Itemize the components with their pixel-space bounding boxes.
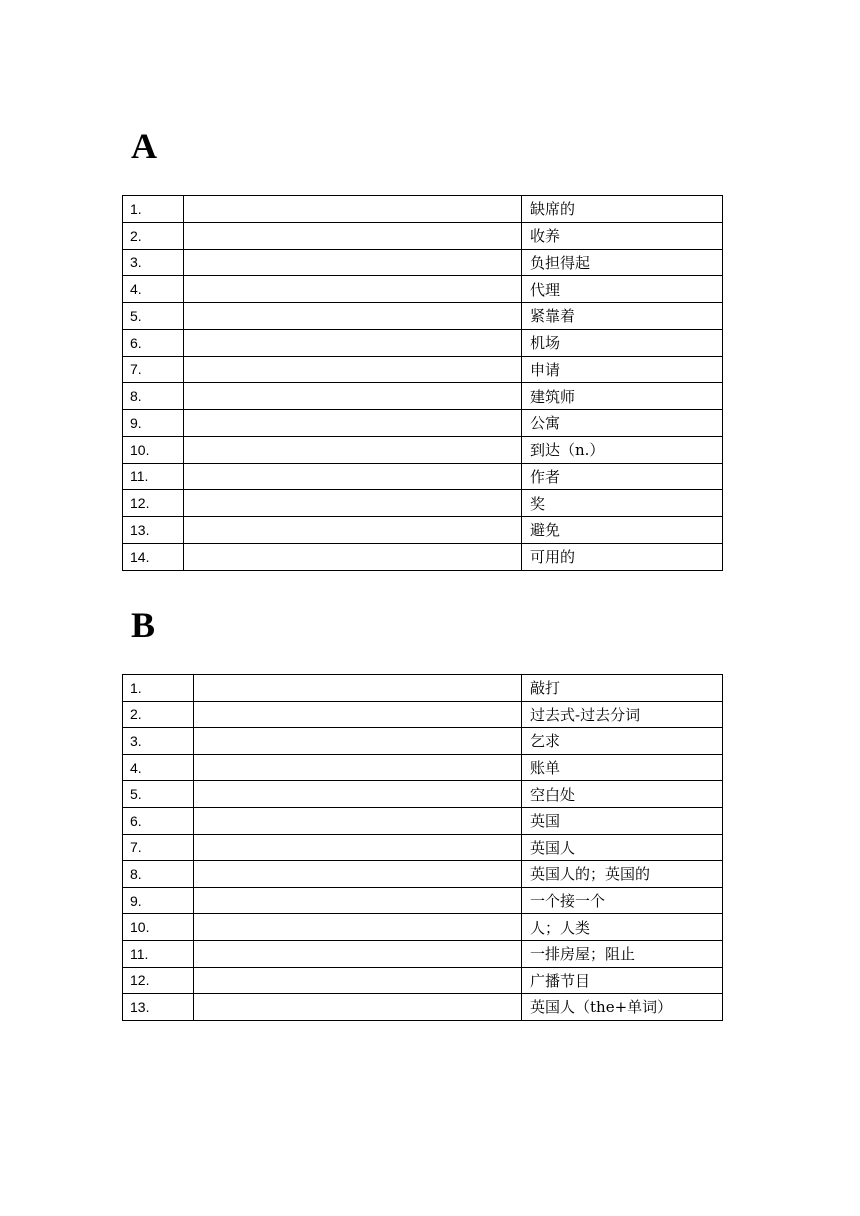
- row-number: 2.: [123, 701, 194, 728]
- chinese-meaning: 申请: [522, 356, 723, 383]
- chinese-meaning: 作者: [522, 463, 723, 490]
- table-row: [123, 329, 723, 356]
- table-row: [123, 781, 723, 808]
- table-row: [123, 517, 723, 544]
- chinese-meaning: 收养: [522, 222, 723, 249]
- row-number: 3.: [123, 728, 194, 755]
- chinese-meaning: 英国: [522, 807, 723, 834]
- row-number: 13.: [123, 994, 194, 1021]
- row-number: 5.: [123, 303, 184, 330]
- chinese-meaning: 敲打: [522, 675, 723, 702]
- answer-blank-cell[interactable]: [194, 675, 522, 702]
- table-row: [123, 861, 723, 888]
- chinese-meaning: 负担得起: [522, 249, 723, 276]
- answer-blank-cell[interactable]: [184, 383, 522, 410]
- table-row: [123, 410, 723, 437]
- answer-blank-cell[interactable]: [194, 994, 522, 1021]
- row-number: 8.: [123, 383, 184, 410]
- answer-blank-cell[interactable]: [184, 436, 522, 463]
- answer-blank-cell[interactable]: [184, 463, 522, 490]
- row-number: 7.: [123, 356, 184, 383]
- answer-blank-cell[interactable]: [194, 914, 522, 941]
- row-number: 11.: [123, 940, 194, 967]
- table-row: [123, 490, 723, 517]
- answer-blank-cell[interactable]: [194, 728, 522, 755]
- section-a-heading: A: [131, 126, 157, 166]
- chinese-meaning: 英国人的；英国的: [522, 861, 723, 888]
- table-row: [123, 196, 723, 223]
- row-number: 4.: [123, 276, 184, 303]
- table-row: [123, 967, 723, 994]
- answer-blank-cell[interactable]: [184, 543, 522, 570]
- row-number: 14.: [123, 543, 184, 570]
- chinese-meaning: 过去式-过去分词: [522, 701, 723, 728]
- section-b-heading: B: [131, 605, 156, 645]
- table-row: [123, 675, 723, 702]
- table-row: [123, 543, 723, 570]
- chinese-meaning: 公寓: [522, 410, 723, 437]
- vocab-table-a: [122, 195, 723, 571]
- table-row: [123, 994, 723, 1021]
- answer-blank-cell[interactable]: [194, 807, 522, 834]
- table-row: [123, 383, 723, 410]
- row-number: 5.: [123, 781, 194, 808]
- table-row: [123, 436, 723, 463]
- row-number: 9.: [123, 887, 194, 914]
- answer-blank-cell[interactable]: [184, 222, 522, 249]
- answer-blank-cell[interactable]: [184, 329, 522, 356]
- chinese-meaning: 一个接一个: [522, 887, 723, 914]
- table-row: [123, 303, 723, 330]
- table-row: [123, 249, 723, 276]
- answer-blank-cell[interactable]: [194, 781, 522, 808]
- table-row: [123, 276, 723, 303]
- answer-blank-cell[interactable]: [194, 967, 522, 994]
- table-row: [123, 940, 723, 967]
- answer-blank-cell[interactable]: [194, 834, 522, 861]
- table-row: [123, 834, 723, 861]
- row-number: 10.: [123, 914, 194, 941]
- row-number: 1.: [123, 196, 184, 223]
- chinese-meaning: 账单: [522, 754, 723, 781]
- row-number: 6.: [123, 329, 184, 356]
- answer-blank-cell[interactable]: [194, 887, 522, 914]
- answer-blank-cell[interactable]: [184, 276, 522, 303]
- table-row: [123, 887, 723, 914]
- chinese-meaning: 英国人: [522, 834, 723, 861]
- chinese-meaning: 紧靠着: [522, 303, 723, 330]
- row-number: 12.: [123, 490, 184, 517]
- chinese-meaning: 到达（n.）: [522, 436, 723, 463]
- row-number: 11.: [123, 463, 184, 490]
- chinese-meaning: 避免: [522, 517, 723, 544]
- answer-blank-cell[interactable]: [194, 940, 522, 967]
- answer-blank-cell[interactable]: [184, 356, 522, 383]
- row-number: 9.: [123, 410, 184, 437]
- chinese-meaning: 空白处: [522, 781, 723, 808]
- row-number: 2.: [123, 222, 184, 249]
- row-number: 13.: [123, 517, 184, 544]
- row-number: 10.: [123, 436, 184, 463]
- chinese-meaning: 广播节目: [522, 967, 723, 994]
- table-row: [123, 356, 723, 383]
- answer-blank-cell[interactable]: [184, 249, 522, 276]
- row-number: 8.: [123, 861, 194, 888]
- answer-blank-cell[interactable]: [184, 517, 522, 544]
- chinese-meaning: 一排房屋；阻止: [522, 940, 723, 967]
- chinese-meaning: 代理: [522, 276, 723, 303]
- row-number: 12.: [123, 967, 194, 994]
- table-row: [123, 222, 723, 249]
- chinese-meaning: 英国人（the+单词）: [522, 994, 723, 1021]
- vocab-table-b: [122, 674, 723, 1021]
- row-number: 3.: [123, 249, 184, 276]
- chinese-meaning: 建筑师: [522, 383, 723, 410]
- answer-blank-cell[interactable]: [184, 196, 522, 223]
- table-row: [123, 463, 723, 490]
- table-row: [123, 701, 723, 728]
- chinese-meaning: 缺席的: [522, 196, 723, 223]
- chinese-meaning: 可用的: [522, 543, 723, 570]
- answer-blank-cell[interactable]: [184, 410, 522, 437]
- row-number: 4.: [123, 754, 194, 781]
- table-row: [123, 728, 723, 755]
- answer-blank-cell[interactable]: [184, 490, 522, 517]
- row-number: 6.: [123, 807, 194, 834]
- chinese-meaning: 人；人类: [522, 914, 723, 941]
- answer-blank-cell[interactable]: [194, 861, 522, 888]
- row-number: 1.: [123, 675, 194, 702]
- row-number: 7.: [123, 834, 194, 861]
- chinese-meaning: 乞求: [522, 728, 723, 755]
- answer-blank-cell[interactable]: [194, 754, 522, 781]
- table-row: [123, 914, 723, 941]
- answer-blank-cell[interactable]: [194, 701, 522, 728]
- chinese-meaning: 机场: [522, 329, 723, 356]
- chinese-meaning: 奖: [522, 490, 723, 517]
- table-row: [123, 754, 723, 781]
- answer-blank-cell[interactable]: [184, 303, 522, 330]
- table-row: [123, 807, 723, 834]
